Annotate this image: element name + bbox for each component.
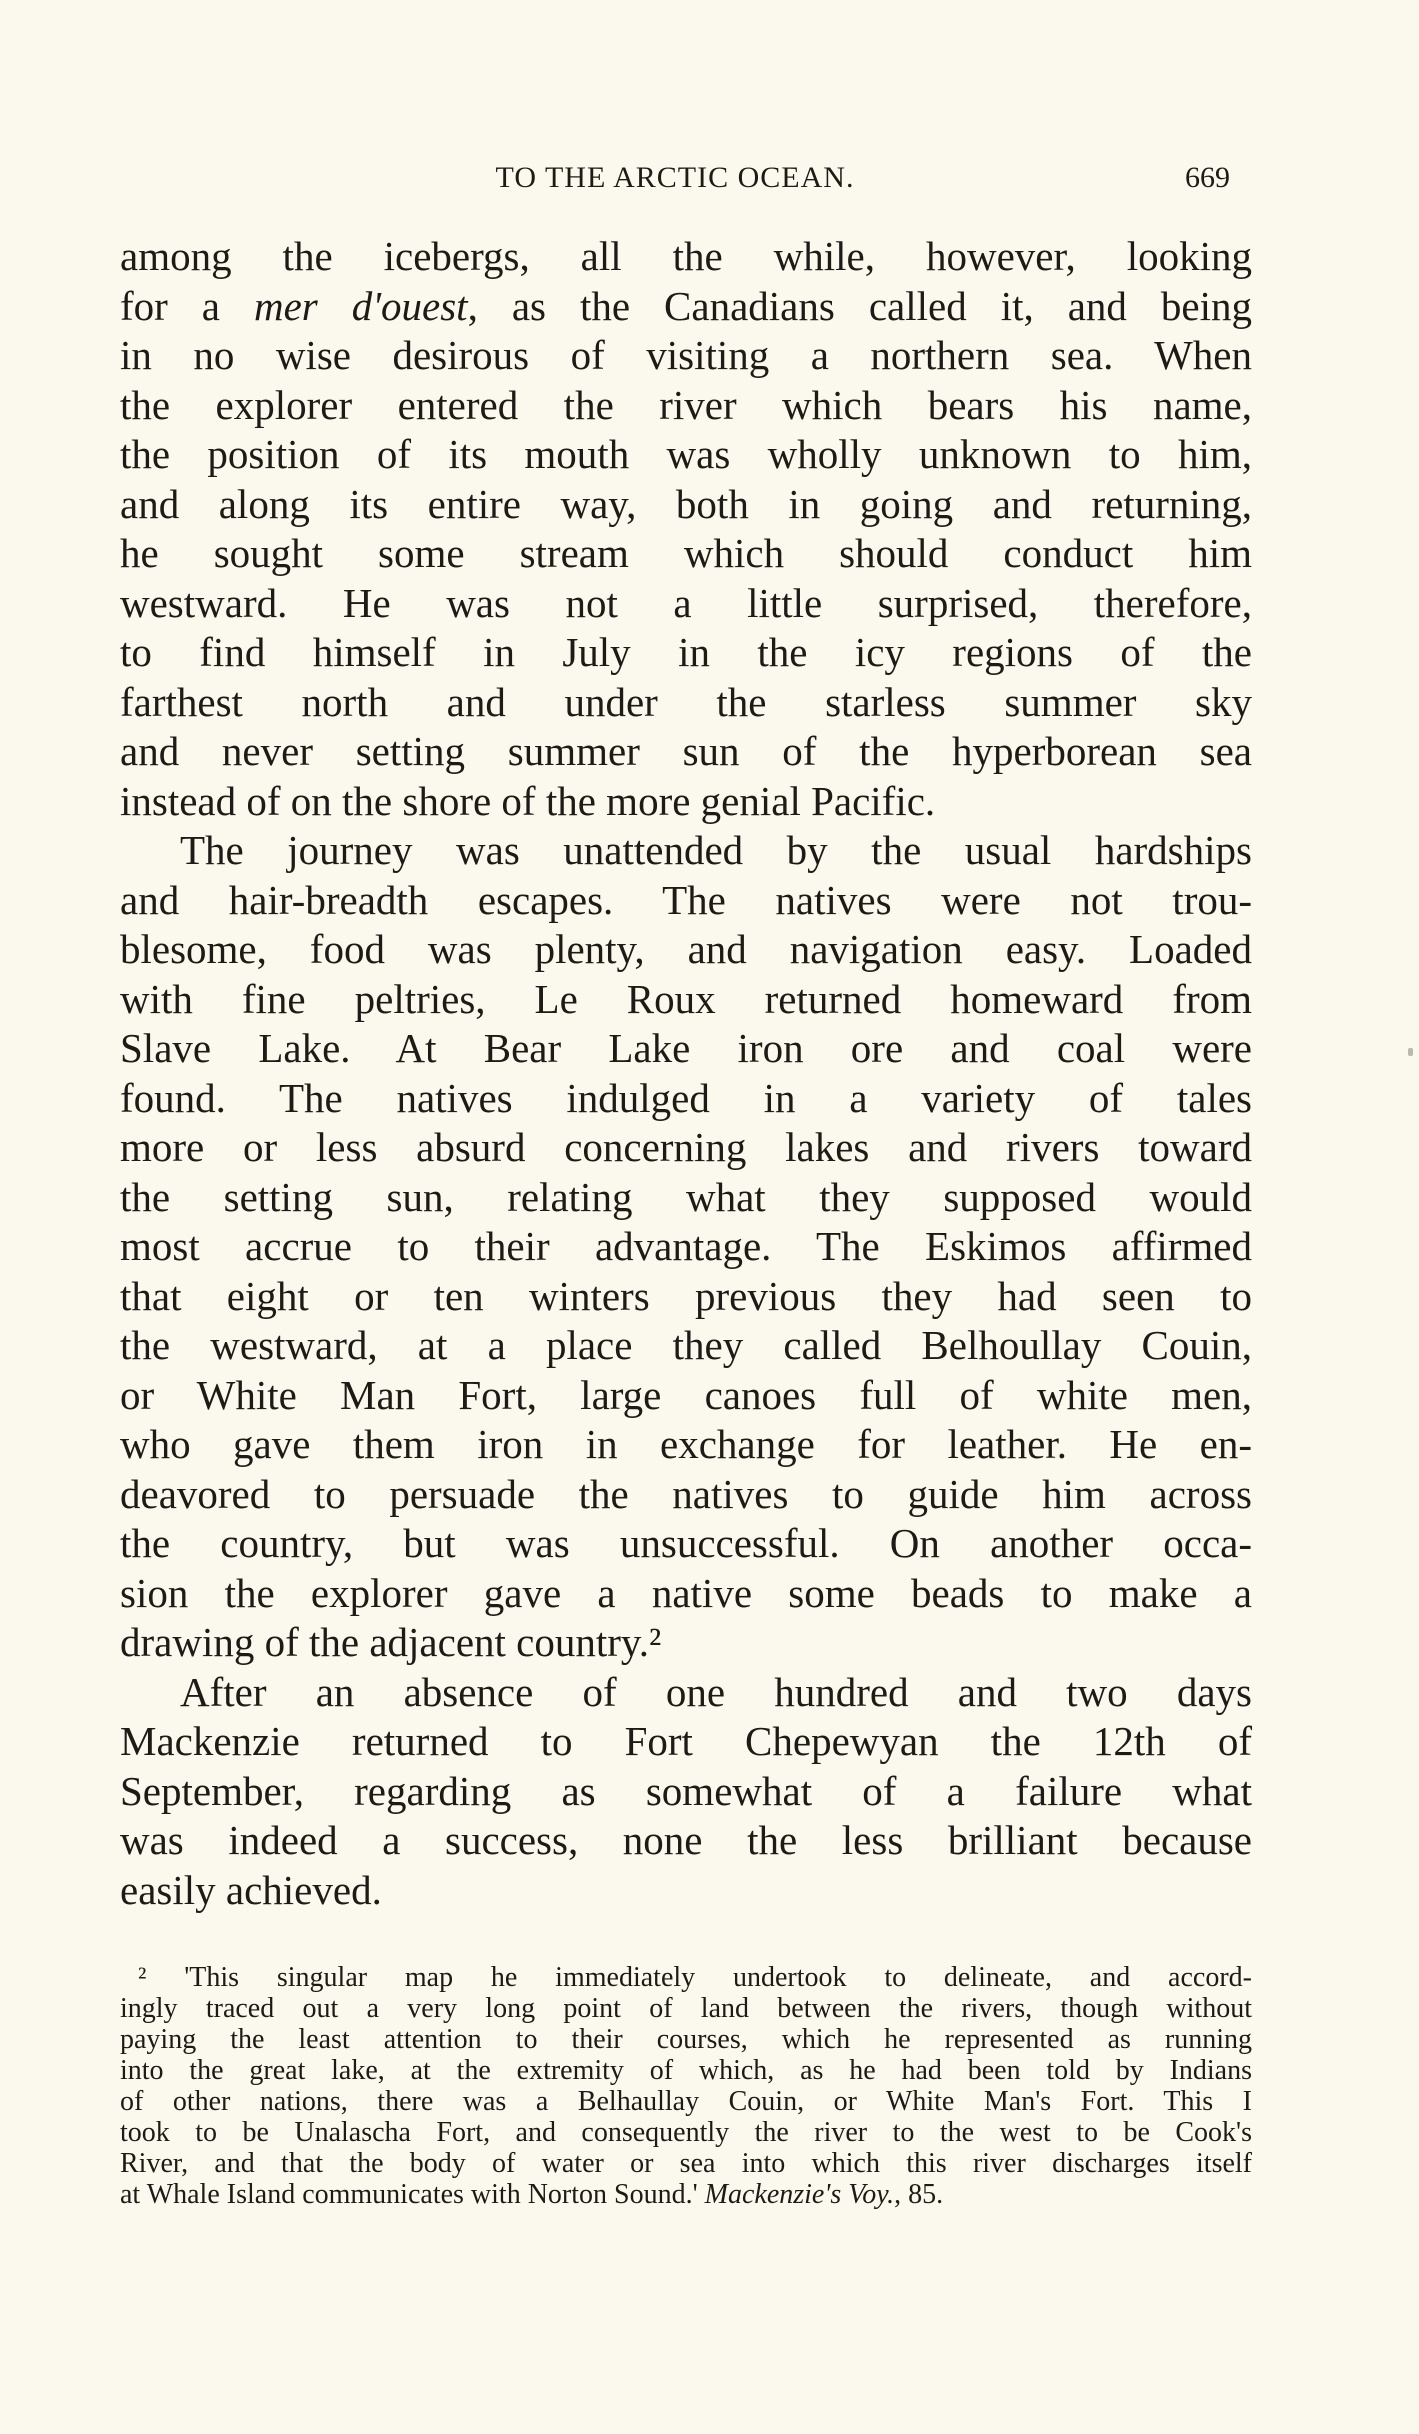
text-line: the explorer entered the river which bears his name,: [120, 381, 1252, 428]
text-line: he sought some stream which should conduct him: [120, 530, 1252, 576]
text-line: Mackenzie returned to Fort Chepewyan the 12th of: [120, 1718, 1252, 1764]
margin-speck: [1408, 1048, 1413, 1056]
running-title: TO THE ARCTIC OCEAN.: [495, 161, 855, 194]
text-line: among the icebergs, all the while, however, looking: [120, 233, 1252, 279]
text-line: westward. He was not a little surprised, therefore,: [120, 579, 1252, 626]
footnote-line: paying the least attention to their courses, which he represented as running: [120, 2024, 1252, 2055]
text-line: who gave them iron in exchange for leather. He en-: [120, 1421, 1252, 1467]
footnote-line: into the great lake, at the extremity of which, as he had been told by Indians: [120, 2055, 1252, 2086]
text-line: instead of on the shore of the more genial Pacific.: [120, 777, 936, 824]
text-line: or White Man Fort, large canoes full of white men,: [120, 1371, 1252, 1418]
text-line: the westward, at a place they called Belhoullay Couin,: [120, 1322, 1252, 1368]
text-line: the position of its mouth was wholly unknown to him,: [120, 431, 1252, 477]
text-line: sion the explorer gave a native some beads to make a: [120, 1569, 1252, 1616]
text-line: was indeed a success, none the less brilliant because: [120, 1817, 1252, 1863]
text-line: easily achieved.: [120, 1866, 382, 1913]
italic-phrase: Mackenzie's Voy.: [704, 2179, 895, 2210]
footnote-line: of other nations, there was a Belhaullay Couin, or White Man's Fort. This I: [120, 2086, 1252, 2117]
text-line: and hair-breadth escapes. The natives were not trou-: [120, 876, 1252, 923]
body-text: [120, 232, 1252, 1915]
text-line: blesome, food was plenty, and navigation easy. Loaded: [120, 926, 1252, 972]
text-line: found. The natives indulged in a variety of tales: [120, 1074, 1252, 1121]
paragraph-start-line: The journey was unattended by the usual hardships: [180, 827, 1252, 873]
text-line: Slave Lake. At Bear Lake iron ore and coal were: [120, 1025, 1252, 1071]
text-line: September, regarding as somewhat of a failure what: [120, 1767, 1252, 1814]
footnote-line: ingly traced out a very long point of land between the rivers, though without: [120, 1993, 1252, 2024]
footnote-line: River, and that the body of water or sea into which this river discharges itself: [120, 2148, 1252, 2179]
text-line: with fine peltries, Le Roux returned homeward from: [120, 975, 1252, 1022]
text-line: for a mer d'ouest, as the Canadians called it, and being: [120, 282, 1252, 329]
footnote-line: took to be Unalascha Fort, and consequently the river to the west to be Cook's: [120, 2117, 1252, 2148]
text-line: most accrue to their advantage. The Eskimos affirmed: [120, 1223, 1252, 1269]
running-head: [120, 158, 1230, 198]
text-line: drawing of the adjacent country.²: [120, 1619, 662, 1665]
paragraph-start-line: After an absence of one hundred and two days: [180, 1668, 1252, 1715]
text-line: that eight or ten winters previous they had seen to: [120, 1272, 1252, 1319]
footnote-line: ² 'This singular map he immediately undertook to delineate, and accord-: [138, 1962, 1252, 1993]
footnote-line: at Whale Island communicates with Norton Sound.' Mackenzie's Voy., 85.: [120, 2179, 944, 2210]
footnotes: [120, 1962, 1252, 2210]
text-line: deavored to persuade the natives to guide him across: [120, 1470, 1252, 1517]
italic-phrase: mer d'ouest: [254, 282, 468, 329]
text-line: farthest north and under the starless summer sky: [120, 678, 1252, 725]
text-line: to find himself in July in the icy regions of the: [120, 629, 1252, 675]
text-line: the country, but was unsuccessful. On another occa-: [120, 1520, 1252, 1566]
text-line: and never setting summer sun of the hyperborean sea: [120, 728, 1252, 774]
text-line: more or less absurd concerning lakes and rivers toward: [120, 1124, 1252, 1170]
text-line: the setting sun, relating what they supposed would: [120, 1173, 1252, 1220]
text-line: and along its entire way, both in going and returning,: [120, 480, 1252, 527]
page-number: 669: [1185, 161, 1230, 194]
text-line: in no wise desirous of visiting a northern sea. When: [120, 332, 1252, 378]
